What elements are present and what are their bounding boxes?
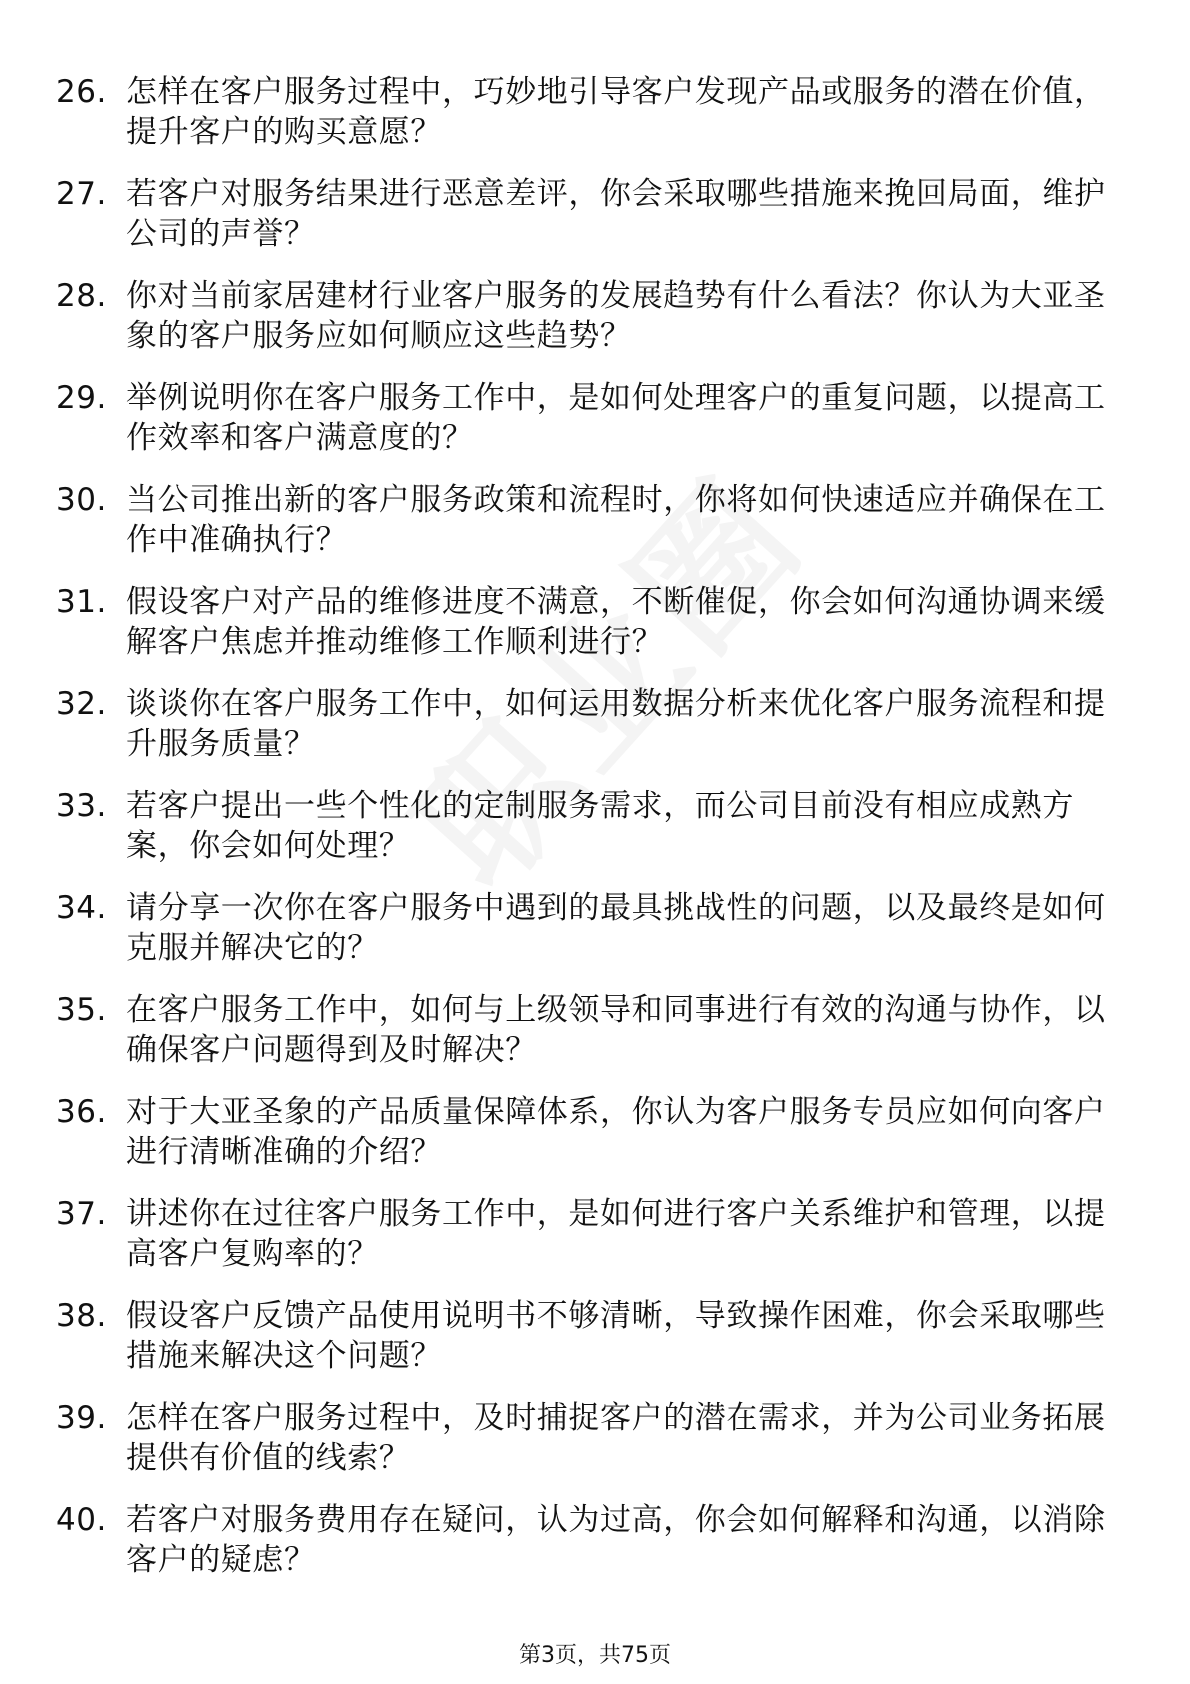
question-item bbox=[56, 1398, 1126, 1478]
question-number: 26. bbox=[56, 74, 107, 110]
question-number: 37. bbox=[56, 1196, 107, 1232]
question-item bbox=[56, 786, 1126, 866]
question-text: 请分享一次你在客户服务中遇到的最具挑战性的问题，以及最终是如何克服并解决它的？ bbox=[126, 890, 1106, 966]
question-text: 对于大亚圣象的产品质量保障体系，你认为客户服务专员应如何向客户进行清晰准确的介绍？ bbox=[126, 1094, 1106, 1170]
question-number: 30. bbox=[56, 482, 107, 518]
question-item bbox=[56, 378, 1126, 458]
question-item bbox=[56, 174, 1126, 254]
question-text: 举例说明你在客户服务工作中，是如何处理客户的重复问题，以提高工作效率和客户满意度的？ bbox=[126, 380, 1106, 456]
question-item bbox=[56, 684, 1126, 764]
question-text: 讲述你在过往客户服务工作中，是如何进行客户关系维护和管理，以提高客户复购率的？ bbox=[126, 1196, 1106, 1272]
question-text: 若客户对服务结果进行恶意差评，你会采取哪些措施来挽回局面，维护公司的声誉？ bbox=[126, 176, 1106, 252]
question-item bbox=[56, 1296, 1126, 1376]
question-text: 假设客户对产品的维修进度不满意，不断催促，你会如何沟通协调来缓解客户焦虑并推动维修工作顺利进行？ bbox=[126, 584, 1106, 660]
question-number: 27. bbox=[56, 176, 107, 212]
question-number: 35. bbox=[56, 992, 107, 1028]
question-number: 34. bbox=[56, 890, 107, 926]
question-item bbox=[56, 1500, 1126, 1580]
question-text: 怎样在客户服务过程中，及时捕捉客户的潜在需求，并为公司业务拓展提供有价值的线索？ bbox=[126, 1400, 1106, 1476]
question-number: 28. bbox=[56, 278, 107, 314]
question-item bbox=[56, 990, 1126, 1070]
question-text: 谈谈你在客户服务工作中，如何运用数据分析来优化客户服务流程和提升服务质量？ bbox=[126, 686, 1106, 762]
question-number: 29. bbox=[56, 380, 107, 416]
question-item bbox=[56, 888, 1126, 968]
question-item bbox=[56, 72, 1126, 152]
question-number: 39. bbox=[56, 1400, 107, 1436]
question-number: 38. bbox=[56, 1298, 107, 1334]
question-number: 33. bbox=[56, 788, 107, 824]
question-list bbox=[56, 72, 1126, 1602]
question-text: 你对当前家居建材行业客户服务的发展趋势有什么看法？你认为大亚圣象的客户服务应如何顺应这些趋势？ bbox=[126, 278, 1106, 354]
question-item bbox=[56, 582, 1126, 662]
question-text: 怎样在客户服务过程中，巧妙地引导客户发现产品或服务的潜在价值，提升客户的购买意愿？ bbox=[126, 74, 1106, 150]
question-item bbox=[56, 480, 1126, 560]
question-text: 若客户提出一些个性化的定制服务需求，而公司目前没有相应成熟方案，你会如何处理？ bbox=[126, 788, 1074, 864]
question-item bbox=[56, 276, 1126, 356]
question-number: 36. bbox=[56, 1094, 107, 1130]
page-number-label: 第3页，共75页 bbox=[519, 1643, 671, 1668]
page-footer bbox=[0, 1642, 1190, 1670]
question-text: 假设客户反馈产品使用说明书不够清晰，导致操作困难，你会采取哪些措施来解决这个问题？ bbox=[126, 1298, 1106, 1374]
question-number: 40. bbox=[56, 1502, 107, 1538]
question-text: 若客户对服务费用存在疑问，认为过高，你会如何解释和沟通，以消除客户的疑虑？ bbox=[126, 1502, 1106, 1578]
question-number: 32. bbox=[56, 686, 107, 722]
question-number: 31. bbox=[56, 584, 107, 620]
question-text: 在客户服务工作中，如何与上级领导和同事进行有效的沟通与协作，以确保客户问题得到及时解决？ bbox=[126, 992, 1106, 1068]
question-item bbox=[56, 1194, 1126, 1274]
question-item bbox=[56, 1092, 1126, 1172]
question-text: 当公司推出新的客户服务政策和流程时，你将如何快速适应并确保在工作中准确执行？ bbox=[126, 482, 1106, 558]
